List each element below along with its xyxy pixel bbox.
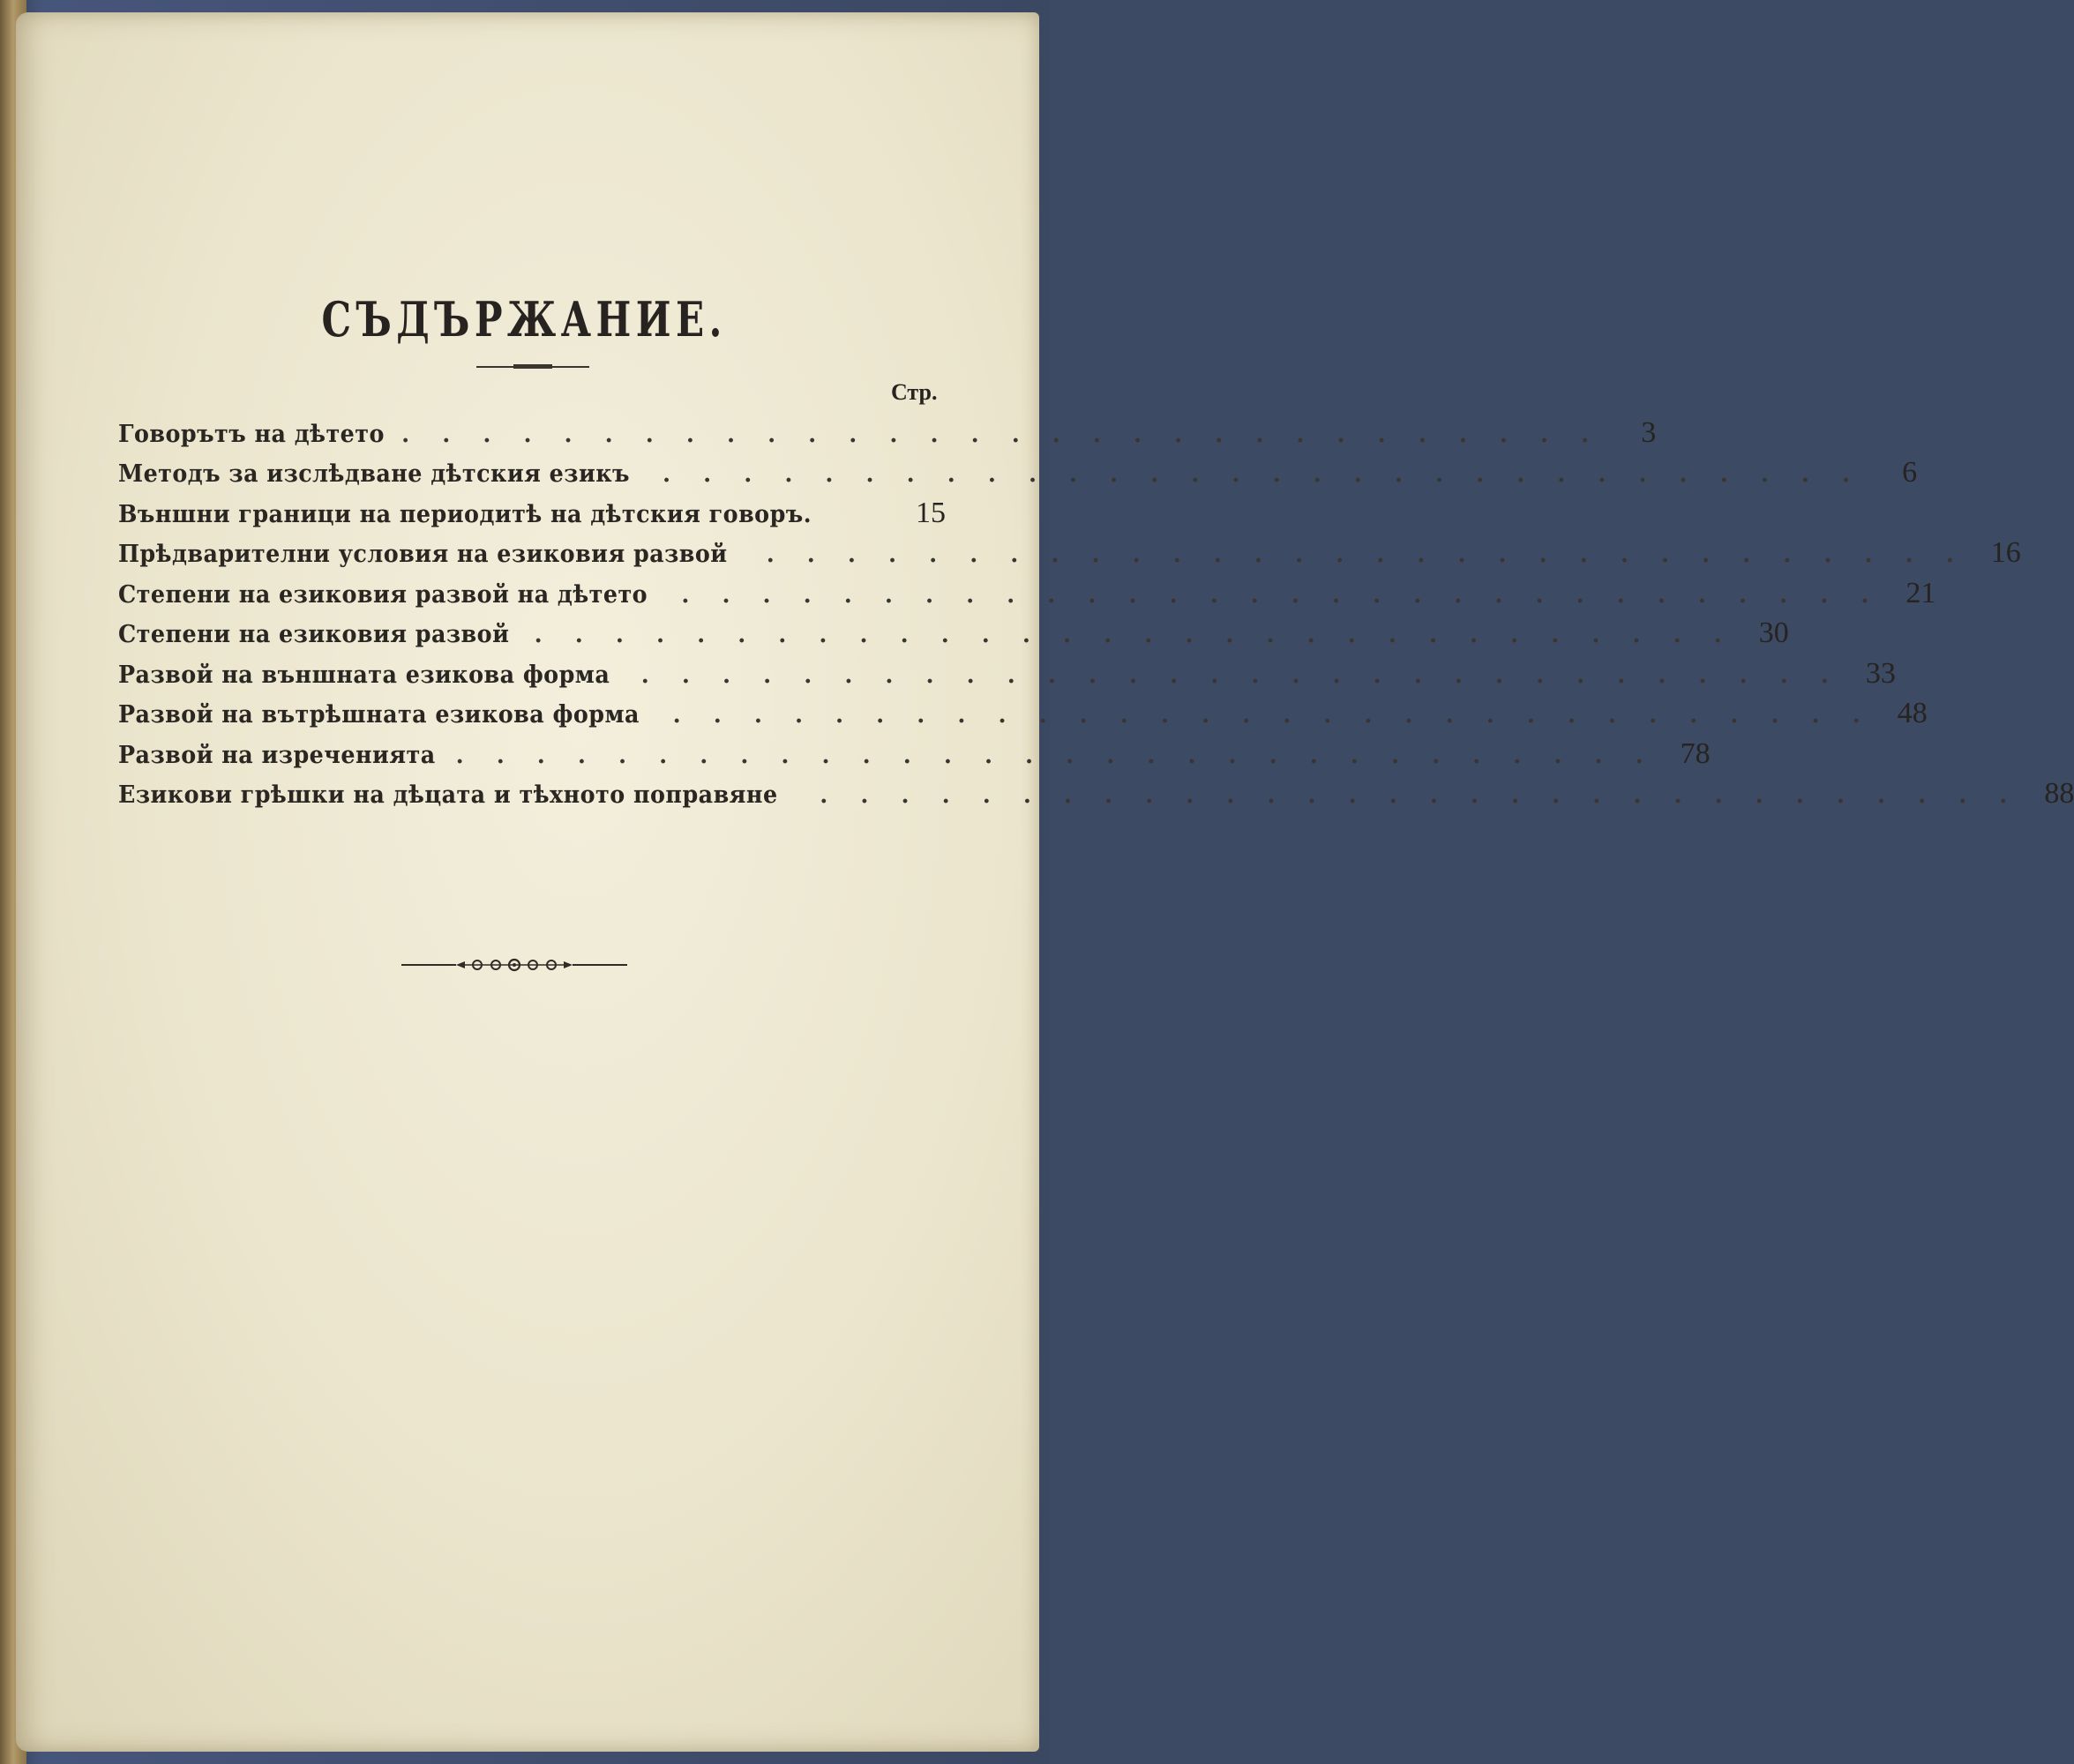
toc-entry	[118, 407, 1657, 449]
toc-leader-dots: . . . . . . . . . . . . . . . . . . . . . . . . . . . . . .	[640, 662, 1841, 689]
toc-entry	[118, 769, 2074, 810]
toc-entry-page: 16	[1990, 536, 2021, 569]
toc-entry-page: 78	[1680, 736, 1711, 770]
toc-entry-page: 30	[1758, 617, 1789, 649]
toc-entry	[118, 609, 1789, 649]
toc-entry-title: Външни граници на периодитѣ на дѣтския говоръ.	[118, 500, 812, 528]
book-page	[16, 12, 1039, 1752]
toc-entry	[118, 689, 1928, 729]
toc-entry	[118, 648, 1896, 690]
toc-entry-page: 15	[916, 496, 946, 529]
toc-entry-page: 6	[1902, 456, 1918, 489]
toc-leader-dots: . . . . . . . . . . . . . . . . . . . . . . . . . . . . . .	[672, 702, 1873, 729]
toc-entry-title: Развой на изреченията	[118, 741, 436, 769]
toc-entry-title: Степени на езиковия развой	[118, 621, 510, 648]
toc-leader-dots: . . . . . . . . . . . . . . . . . . . . . . . . . . . . . .	[681, 581, 1882, 609]
toc-entry-page: 48	[1897, 697, 1928, 729]
toc-entry-title: Степени на езиковия развой на дѣтето	[118, 580, 648, 609]
toc-leader-dots: . . . . . . . . . . . . . . . . . . . . . . . . . . . . . .	[663, 461, 1863, 488]
toc-leader-dots: . . . . . . . . . . . . . . . . . . . . . . . . . . . . . .	[401, 421, 1602, 448]
table-of-contents	[118, 407, 2074, 810]
toc-entry	[118, 528, 2021, 569]
toc-leader-dots: . . . . . . . . . . . . . . . . . . . . . . . . . . . . . .	[534, 622, 1734, 648]
toc-entry-page: 88	[2044, 777, 2074, 810]
toc-entry	[118, 729, 1711, 770]
toc-leader-dots: . . . . . . . . . . . . . . . . . . . . . . . . . . . . . .	[455, 742, 1656, 769]
toc-entry-title: Говорътъ на дѣтето	[118, 420, 385, 448]
page-title: СЪДЪРЖАНИЕ.	[321, 291, 727, 348]
toc-entry-title: Развой на вътрѣшната езикова форма	[118, 701, 640, 729]
title-divider-center	[513, 364, 552, 369]
toc-entry-page: 3	[1641, 415, 1657, 449]
toc-entry-title: Прѣдварителни условия на езиковия развой	[118, 541, 728, 568]
toc-entry	[118, 568, 1936, 609]
toc-entry	[118, 488, 946, 528]
page-column-label: Стр.	[891, 379, 938, 405]
vine-ornament-icon	[401, 954, 627, 975]
toc-entry-title: Развой на външната езикова форма	[118, 661, 610, 689]
toc-entry-page: 33	[1865, 656, 1896, 690]
toc-leader-dots: . . . . . . . . . . . . . . . . . . . . . . . . . . . . . .	[766, 542, 1966, 568]
toc-entry-title: Методъ за изслѣдване дѣтския езикъ	[118, 460, 630, 488]
toc-leader-dots: . . . . . . . . . . . . . . . . . . . . . . . . . . . . . .	[820, 782, 2020, 809]
toc-entry-page: 21	[1906, 576, 1936, 609]
toc-entry	[118, 448, 1918, 489]
toc-entry-title: Езикови грѣшки на дѣцата и тѣхното поправяне	[118, 781, 778, 809]
